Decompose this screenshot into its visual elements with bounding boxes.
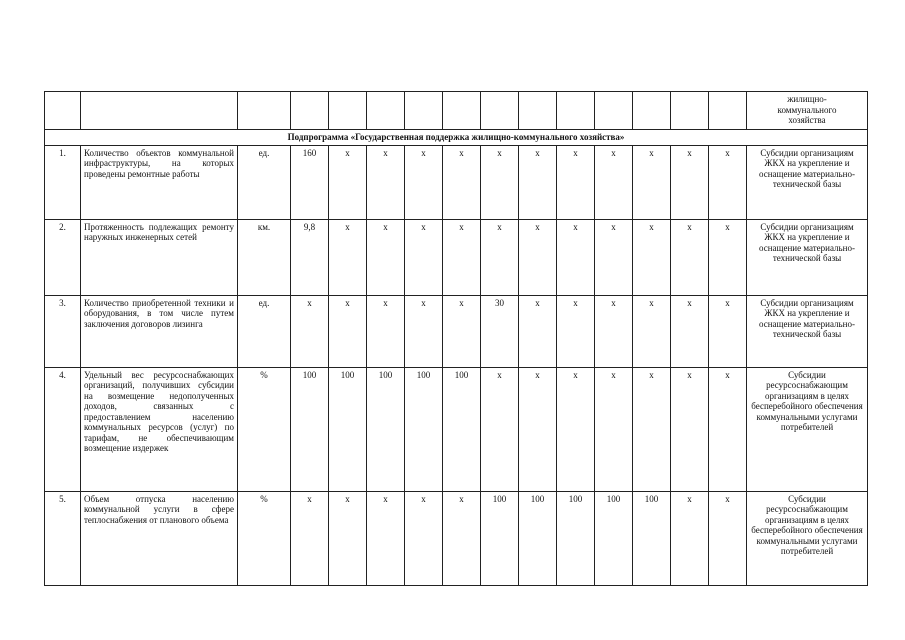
table-row [45,295,868,367]
value-cell: х [671,295,709,367]
value-cell: 160 [291,145,329,219]
value-cell: х [709,219,747,295]
value-cell: х [557,367,595,491]
value-cell: 100 [405,367,443,491]
value-cell: х [367,295,405,367]
value-cell: 30 [481,295,519,367]
value-cell: х [633,219,671,295]
value-cell: х [519,295,557,367]
value-cell: х [595,295,633,367]
empty-cell [81,92,238,130]
value-cell: х [671,491,709,585]
value-cell: х [557,219,595,295]
value-cell: х [595,145,633,219]
empty-cell [557,92,595,130]
value-cell: 100 [367,367,405,491]
note-cell: жилищно- коммунального хозяйства [747,92,868,130]
value-cell: х [633,367,671,491]
empty-cell [709,92,747,130]
value-cell: х [405,295,443,367]
note-cell: Субсидии организациям ЖКХ на укрепление и оснащение материально-технической базы [747,219,868,295]
indicator-description: Удельный вес ресурсоснабжающих организаций, получивших субсидии на возмещение недополученных доходов, связанных с предоставлением населению коммунальных ресурсов (услуг) по тарифам, не обеспечивающим возмещение издержек [81,367,238,491]
row-number: 3. [45,295,81,367]
value-cell: х [405,491,443,585]
empty-cell [329,92,367,130]
note-cell: Субсидии ресурсоснабжающим организациям в целях бесперебойного обеспечения коммунальными услугами потребителей [747,491,868,585]
value-cell: х [671,367,709,491]
value-cell: х [291,491,329,585]
table-row [45,219,868,295]
empty-cell [367,92,405,130]
value-cell: 9,8 [291,219,329,295]
value-cell: х [519,367,557,491]
row-number: 2. [45,219,81,295]
value-cell: х [709,491,747,585]
unit-cell: ед. [238,295,291,367]
row-number: 4. [45,367,81,491]
subprogram-row [45,130,868,146]
value-cell: 100 [329,367,367,491]
value-cell: 100 [557,491,595,585]
value-cell: х [481,145,519,219]
value-cell: х [443,145,481,219]
unit-cell: км. [238,219,291,295]
value-cell: х [633,145,671,219]
indicator-description: Количество объектов коммунальной инфраструктуры, на которых проведены ремонтные работы [81,145,238,219]
value-cell: х [671,145,709,219]
table-row [45,491,868,585]
empty-cell [595,92,633,130]
value-cell: х [367,145,405,219]
table-row [45,145,868,219]
table-row [45,367,868,491]
unit-cell: % [238,491,291,585]
value-cell: х [557,145,595,219]
empty-cell [443,92,481,130]
value-cell: х [367,219,405,295]
empty-cell [671,92,709,130]
value-cell: х [633,295,671,367]
value-cell: х [329,491,367,585]
value-cell: х [405,219,443,295]
indicator-description: Протяженность подлежащих ремонту наружных инженерных сетей [81,219,238,295]
value-cell: х [595,367,633,491]
value-cell: х [519,145,557,219]
value-cell: х [481,219,519,295]
row-number: 1. [45,145,81,219]
value-cell: х [709,367,747,491]
value-cell: х [557,295,595,367]
value-cell: 100 [519,491,557,585]
value-cell: 100 [291,367,329,491]
value-cell: х [329,219,367,295]
value-cell: х [291,295,329,367]
value-cell: х [329,295,367,367]
value-cell: х [329,145,367,219]
empty-cell [633,92,671,130]
value-cell: х [367,491,405,585]
note-cell: Субсидии ресурсоснабжающим организациям в целях бесперебойного обеспечения коммунальными услугами потребителей [747,367,868,491]
value-cell: х [481,367,519,491]
value-cell: х [443,295,481,367]
note-cell: Субсидии организациям ЖКХ на укрепление и оснащение материально-технической базы [747,295,868,367]
empty-cell [291,92,329,130]
value-cell: х [709,145,747,219]
empty-cell [519,92,557,130]
value-cell: х [671,219,709,295]
value-cell: х [519,219,557,295]
header-continuation-row [45,92,868,130]
value-cell: х [443,491,481,585]
empty-cell [405,92,443,130]
empty-cell [45,92,81,130]
value-cell: х [443,219,481,295]
indicator-description: Количество приобретенной техники и оборудования, в том числе путем заключения договоров лизинга [81,295,238,367]
row-number: 5. [45,491,81,585]
value-cell: х [709,295,747,367]
value-cell: х [595,219,633,295]
note-cell: Субсидии организациям ЖКХ на укрепление и оснащение материально-технической базы [747,145,868,219]
empty-cell [238,92,291,130]
value-cell: 100 [481,491,519,585]
unit-cell: % [238,367,291,491]
value-cell: 100 [443,367,481,491]
subprogram-title: Подпрограмма «Государственная поддержка жилищно-коммунального хозяйства» [45,130,868,146]
value-cell: 100 [633,491,671,585]
indicator-description: Объем отпуска населению коммунальной услуги в сфере теплоснабжения от планового объема [81,491,238,585]
value-cell: х [405,145,443,219]
value-cell: 100 [595,491,633,585]
indicators-table [44,91,868,586]
empty-cell [481,92,519,130]
unit-cell: ед. [238,145,291,219]
